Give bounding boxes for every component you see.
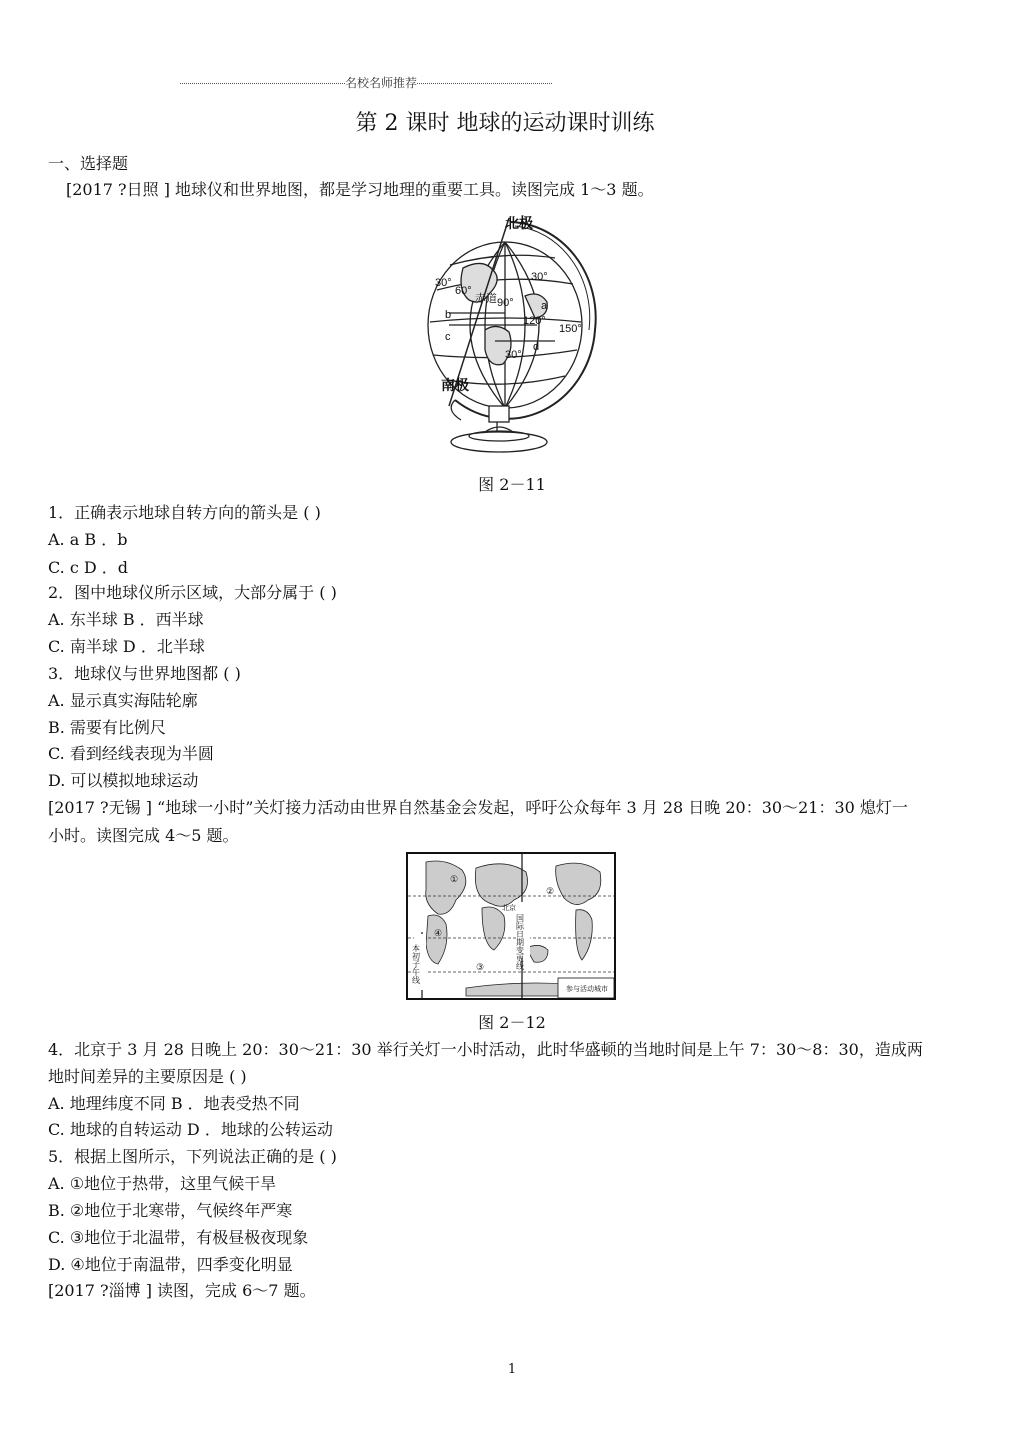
label-a: a xyxy=(541,300,548,312)
label-lon150: 150° xyxy=(559,323,582,335)
label-b: b xyxy=(445,309,452,321)
label-c: c xyxy=(445,331,451,343)
label-lon60: 60° xyxy=(455,285,472,297)
q2-opt-ab: A. 东半球 B ．西半球 xyxy=(48,610,204,629)
figure2-caption: 图 2－12 xyxy=(478,1013,546,1032)
label-lon120: 120° xyxy=(523,315,546,327)
q2-stem: 2．图中地球仪所示区域，大部分属于 ( ) xyxy=(48,583,337,602)
label-prime-meridian: 本初子午线 xyxy=(411,944,421,984)
label-lon30: 30° xyxy=(435,277,452,289)
intro-1: [2017 ?日照 ] 地球仪和世界地图，都是学习地理的重要工具。读图完成 1～3 题。 xyxy=(66,180,654,199)
label-n3: ③ xyxy=(476,962,485,972)
intro-2-line2: 小时。读图完成 4～5 题。 xyxy=(48,826,239,845)
map-legend: 参与活动城市 xyxy=(566,986,608,993)
world-map-figure xyxy=(406,852,616,1000)
label-lon90: 90° xyxy=(497,297,514,309)
q1-opt-cd: C. c D ．d xyxy=(48,558,129,577)
label-equator: 赤道 xyxy=(475,293,497,305)
q3-opt-d: D. 可以模拟地球运动 xyxy=(48,771,199,790)
q3-opt-a: A. 显示真实海陆轮廓 xyxy=(48,691,198,710)
intro-3: [2017 ?淄博 ] 读图，完成 6～7 题。 xyxy=(48,1281,316,1300)
q4-stem-line2: 地时间差异的主要原因是 ( ) xyxy=(48,1067,247,1086)
label-intl-date-line: 国际日期变更线 xyxy=(515,914,525,970)
q4-opt-ab: A. 地理纬度不同 B ．地表受热不同 xyxy=(48,1094,300,1113)
label-lat30s: 30° xyxy=(505,349,522,361)
figure1-caption: 图 2－11 xyxy=(478,475,546,494)
section-heading: 一、选择题 xyxy=(48,154,129,173)
q3-opt-c: C. 看到经线表现为半圆 xyxy=(48,744,214,763)
page-title: 第 2 课时 地球的运动课时训练 xyxy=(355,111,655,136)
header-recommend xyxy=(180,74,552,91)
q2-opt-cd: C. 南半球 D ．北半球 xyxy=(48,637,205,656)
label-n2: ② xyxy=(546,886,555,896)
q5-opt-a: A. ①地位于热带，这里气候干旱 xyxy=(48,1174,277,1193)
q5-opt-c: C. ③地位于北温带，有极昼极夜现象 xyxy=(48,1228,309,1247)
q4-opt-cd: C. 地球的自转运动 D ．地球的公转运动 xyxy=(48,1120,333,1139)
q1-opt-ab: A. a B ．b xyxy=(48,530,128,549)
page-number: 1 xyxy=(507,1362,517,1377)
label-n1: ① xyxy=(450,874,459,884)
q4-stem-line1: 4．北京于 3 月 28 日晚上 20：30～21：30 举行关灯一小时活动，此时华盛顿的当地时间是上午 7：30～8：30，造成两 xyxy=(48,1040,923,1059)
header-recommend-label: 名校名师推荐 xyxy=(345,76,418,90)
label-south-pole: 南极 xyxy=(441,377,469,393)
intro-2-line1: [2017 ?无锡 ] “地球一小时”关灯接力活动由世界自然基金会发起，呼吁公众每年 3 月 28 日晚 20：30～21：30 熄灯一 xyxy=(48,798,908,817)
q5-stem: 5．根据上图所示，下列说法正确的是 ( ) xyxy=(48,1147,337,1166)
label-lat30n: 30° xyxy=(531,271,548,283)
q5-opt-b: B. ②地位于北寒带，气候终年严寒 xyxy=(48,1201,293,1220)
q5-opt-d: D. ④地位于南温带，四季变化明显 xyxy=(48,1255,293,1274)
label-n4: ④ xyxy=(434,928,443,938)
label-beijing: 北京 xyxy=(502,905,516,912)
q3-opt-b: B. 需要有比例尺 xyxy=(48,718,166,737)
globe-figure xyxy=(405,210,615,460)
label-north-pole: 北极 xyxy=(505,215,533,231)
label-d: d xyxy=(533,341,540,353)
q1-stem: 1．正确表示地球自转方向的箭头是 ( ) xyxy=(48,503,321,522)
q3-stem: 3．地球仪与世界地图都 ( ) xyxy=(48,664,241,683)
